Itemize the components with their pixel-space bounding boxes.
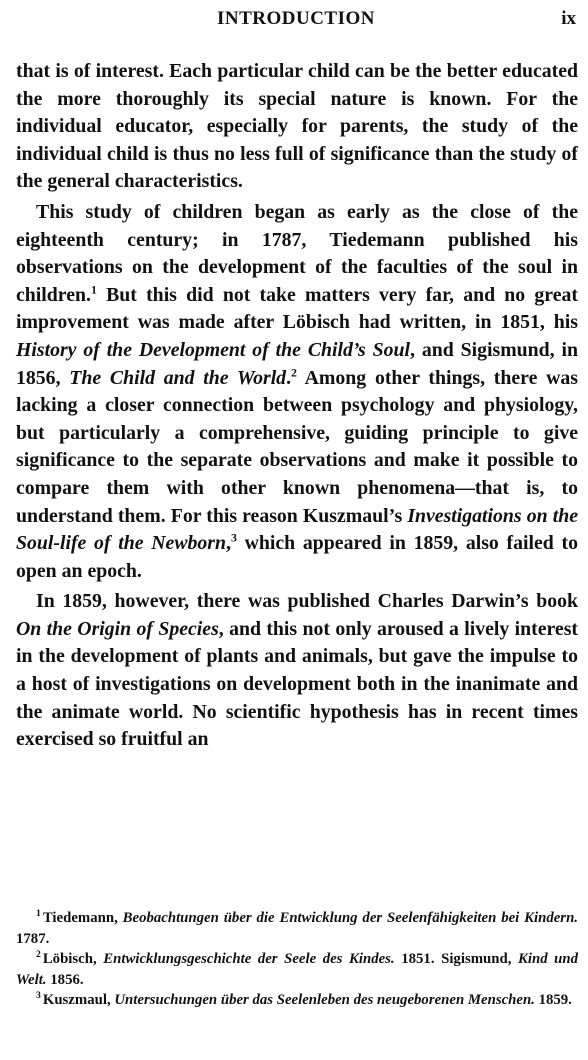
paragraph-text: , bbox=[226, 532, 231, 555]
footnote-3 bbox=[16, 990, 578, 1011]
footnote-reference: 1 bbox=[90, 282, 97, 297]
footnote-author: Löbisch, bbox=[42, 951, 97, 968]
footnote-title: Kind und Welt. bbox=[16, 951, 579, 988]
footnote-reference: 2 bbox=[291, 364, 297, 379]
book-title: History of the Development of the Child’s Soul bbox=[16, 338, 410, 361]
paragraph-text: In 1859, however, there was published Charles Darwin’s book bbox=[36, 590, 578, 613]
running-head bbox=[14, 0, 578, 34]
footnote-title: Untersuchungen über das Seelenleben des neugeborenen Menschen. bbox=[114, 992, 535, 1009]
footnote-author: Sigismund, bbox=[441, 951, 512, 968]
footnote-year: 1859. bbox=[538, 992, 572, 1009]
body-text bbox=[16, 58, 578, 754]
footnotes bbox=[16, 908, 578, 1011]
page-number: ix bbox=[561, 8, 576, 29]
paragraph-continued bbox=[16, 58, 578, 196]
paragraph-darwin bbox=[16, 588, 578, 754]
book-title: The Child and the World bbox=[69, 366, 287, 389]
footnote-2 bbox=[16, 949, 578, 990]
footnote-mark: 3 bbox=[36, 990, 41, 1002]
footnote-author: Tiedemann, bbox=[42, 910, 118, 926]
footnote-year: 1856. bbox=[50, 971, 84, 988]
book-title: Investigations on the Soul-life of the Newborn bbox=[16, 504, 579, 555]
paragraph-text: Among other things, there was lacking a closer connection between psychology and physiology, but particularly a comprehensive, guiding principle to give significance to the separate observations and make it possible to compare them with other known phenomena—that is, to understand them. For this reason Kuszmaul’s bbox=[16, 366, 578, 527]
footnote-1 bbox=[16, 908, 578, 949]
footnote-mark: 1 bbox=[36, 908, 41, 920]
footnote-year: 1851. bbox=[401, 951, 435, 968]
book-title: On the Origin of Species bbox=[16, 617, 219, 640]
paragraph-history bbox=[16, 199, 578, 585]
paragraph-text: , and Sigismund, in 1856, bbox=[16, 338, 578, 389]
paragraph-text: . bbox=[286, 366, 292, 389]
paragraph-text: , and this not only aroused a lively interest in the development of plants and animals, but gave the impulse to a host of investigations on development both in the inanimate and the animate world. No scientific hypothesis has in recent times exercised so fruitful an bbox=[16, 617, 579, 751]
footnote-title: Entwicklungsgeschichte der Seele des Kindes. bbox=[103, 951, 395, 968]
footnote-mark: 2 bbox=[36, 949, 41, 961]
paragraph-text: This study of children began as early as the close of the eighteenth century; in 1787, Tiedemann published his observations on the development of the faculties of the soul in children. bbox=[16, 200, 578, 306]
paragraph-text: that is of interest. Each particular child can be the better educated the more thoroughly its special nature is known. For the individual educator, especially for parents, the study of the individual child is thus no less full of significance than the study of the general characteristics. bbox=[16, 60, 578, 193]
footnote-title: Beobachtungen über die Entwicklung der Seelenfähigkeiten bei Kindern. bbox=[122, 910, 578, 926]
footnote-author: Kuszmaul, bbox=[42, 992, 111, 1009]
running-title: INTRODUCTION bbox=[216, 8, 376, 29]
paragraph-text: which appeared in 1859, also failed to open an epoch. bbox=[16, 532, 578, 582]
footnote-reference: 3 bbox=[230, 530, 237, 545]
footnote-year: 1787. bbox=[16, 930, 50, 947]
paragraph-text: But this did not take matters very far, and no great improvement was made after Löbisch had written, in 1851, his bbox=[16, 283, 578, 334]
